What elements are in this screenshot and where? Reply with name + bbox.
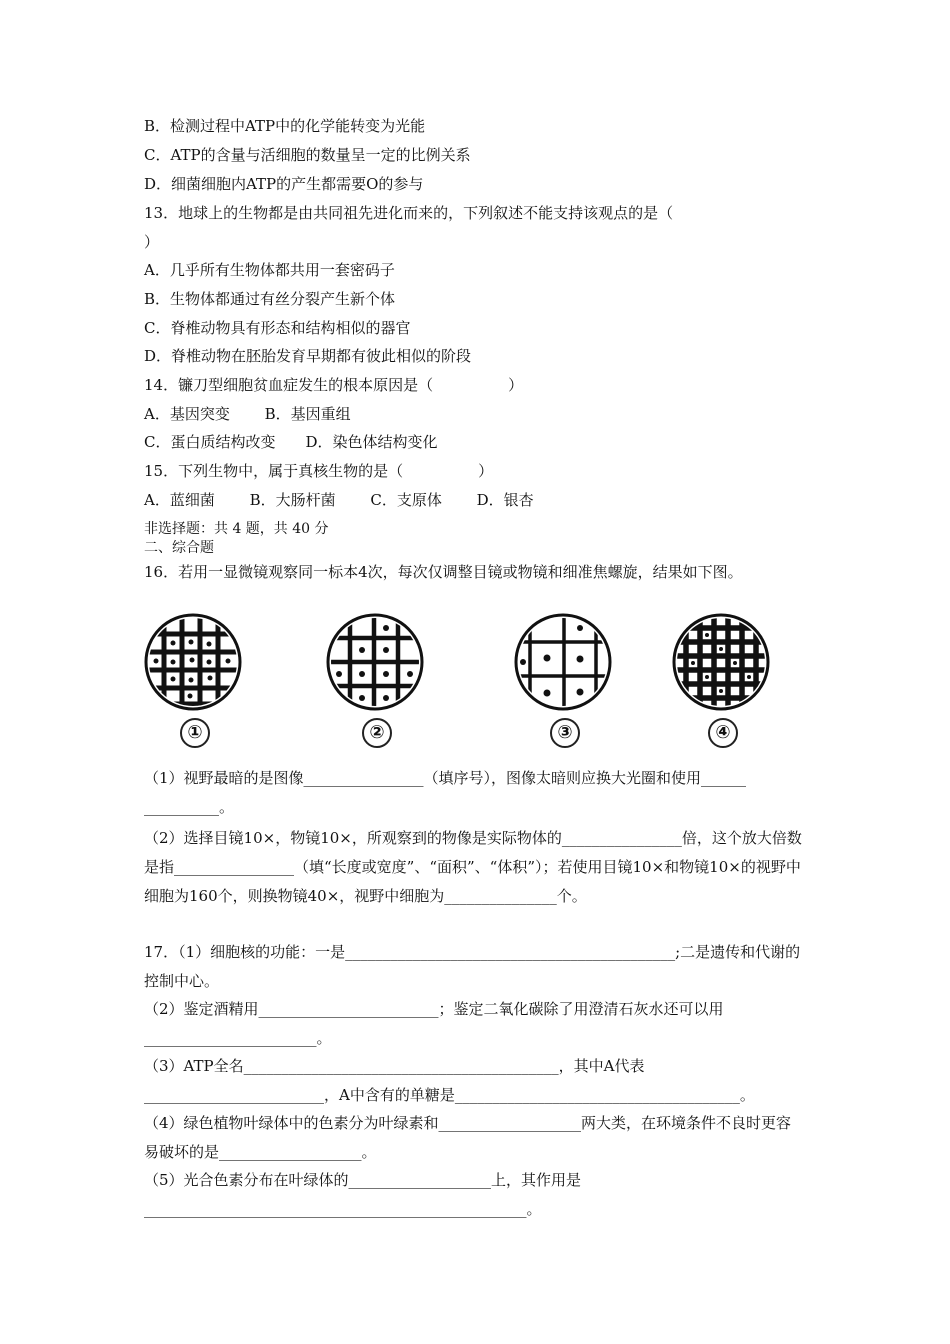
q15-options: A．蓝细菌 B．大肠杆菌 C．支原体 D．银杏 <box>144 491 534 509</box>
microscope-view-3 <box>510 612 620 752</box>
microscope-view-4-image <box>668 612 774 714</box>
microscope-view-4 <box>668 612 778 752</box>
figure-label-2: ② <box>362 718 392 748</box>
q17-part2: （2）鉴定酒精用________________________；鉴定二氧化碳除了用澄清石灰水还可以用_______________________。 <box>144 1000 724 1047</box>
q13-option-c: C．脊椎动物具有形态和结构相似的器官 <box>144 319 411 337</box>
q16-stem: 16．若用一显微镜观察同一标本4次，每次仅调整目镜或物镜和细准焦螺旋，结果如下图。 <box>144 563 743 581</box>
q14-options-ab: A．基因突变 B．基因重组 <box>144 405 351 423</box>
q17-part1: 17．（1）细胞核的功能：一是____________________________________________;二是遗传和代谢的控制中心。 <box>144 943 801 990</box>
q13-stem: 13．地球上的生物都是由共同祖先进化而来的，下列叙述不能支持该观点的是（ <box>144 204 674 222</box>
figure-label-4: ④ <box>708 718 738 748</box>
microscope-view-3-image <box>510 612 616 714</box>
q16-part1-line2: __________。 <box>144 798 235 816</box>
q13-option-b: B．生物体都通过有丝分裂产生新个体 <box>144 290 396 308</box>
section-heading: 二、综合题 <box>144 540 214 556</box>
q14-stem: 14．镰刀型细胞贫血症发生的根本原因是（ ） <box>144 376 524 394</box>
q16-part2: （2）选择目镜10×，物镜10×，所观察到的物像是实际物体的________________倍，这个放大倍数是指________________（填“长度或宽度”、“面积”、“体积”）；若使用目镜10×和物镜10×的视野中细胞为160个，则换物镜40×，视野中细胞为_______________个。 <box>144 829 802 905</box>
q17-part5: （5）光合色素分布在叶绿体的___________________上，其作用是___________________________________________________。 <box>144 1171 582 1218</box>
nonchoice-note: 非选择题：共 4 题，共 40 分 <box>144 521 329 537</box>
q13-option-d: D．脊椎动物在胚胎发育早期都有彼此相似的阶段 <box>144 347 472 365</box>
q12-option-d: D．细菌细胞内ATP的产生都需要O的参与 <box>144 175 424 193</box>
q13-stem-close: ） <box>144 233 160 251</box>
q13-option-a: A．几乎所有生物体都共用一套密码子 <box>144 261 395 279</box>
microscope-view-1 <box>140 612 250 752</box>
microscope-view-2-image <box>322 612 428 714</box>
figure-label-3: ③ <box>550 718 580 748</box>
figure-label-1: ① <box>180 718 210 748</box>
microscope-figures <box>140 612 810 752</box>
q17-part4: （4）绿色植物叶绿体中的色素分为叶绿素和___________________两大类，在环境条件不良时更容易破坏的是___________________。 <box>144 1114 792 1161</box>
microscope-view-1-image <box>140 612 246 714</box>
microscope-view-2 <box>322 612 432 752</box>
q17-part3: （3）ATP全名__________________________________________，其中A代表________________________，A中含有的单糖是______________________________________。 <box>144 1057 755 1104</box>
q15-stem: 15．下列生物中，属于真核生物的是（ ） <box>144 462 494 480</box>
q16-part1-line1: （1）视野最暗的是图像________________（填序号），图像太暗则应换大光圈和使用______ <box>144 769 747 787</box>
q14-options-cd: C．蛋白质结构改变 D．染色体结构变化 <box>144 433 438 451</box>
q12-option-c: C．ATP的含量与活细胞的数量呈一定的比例关系 <box>144 146 471 164</box>
q12-option-b: B．检测过程中ATP中的化学能转变为光能 <box>144 117 426 135</box>
